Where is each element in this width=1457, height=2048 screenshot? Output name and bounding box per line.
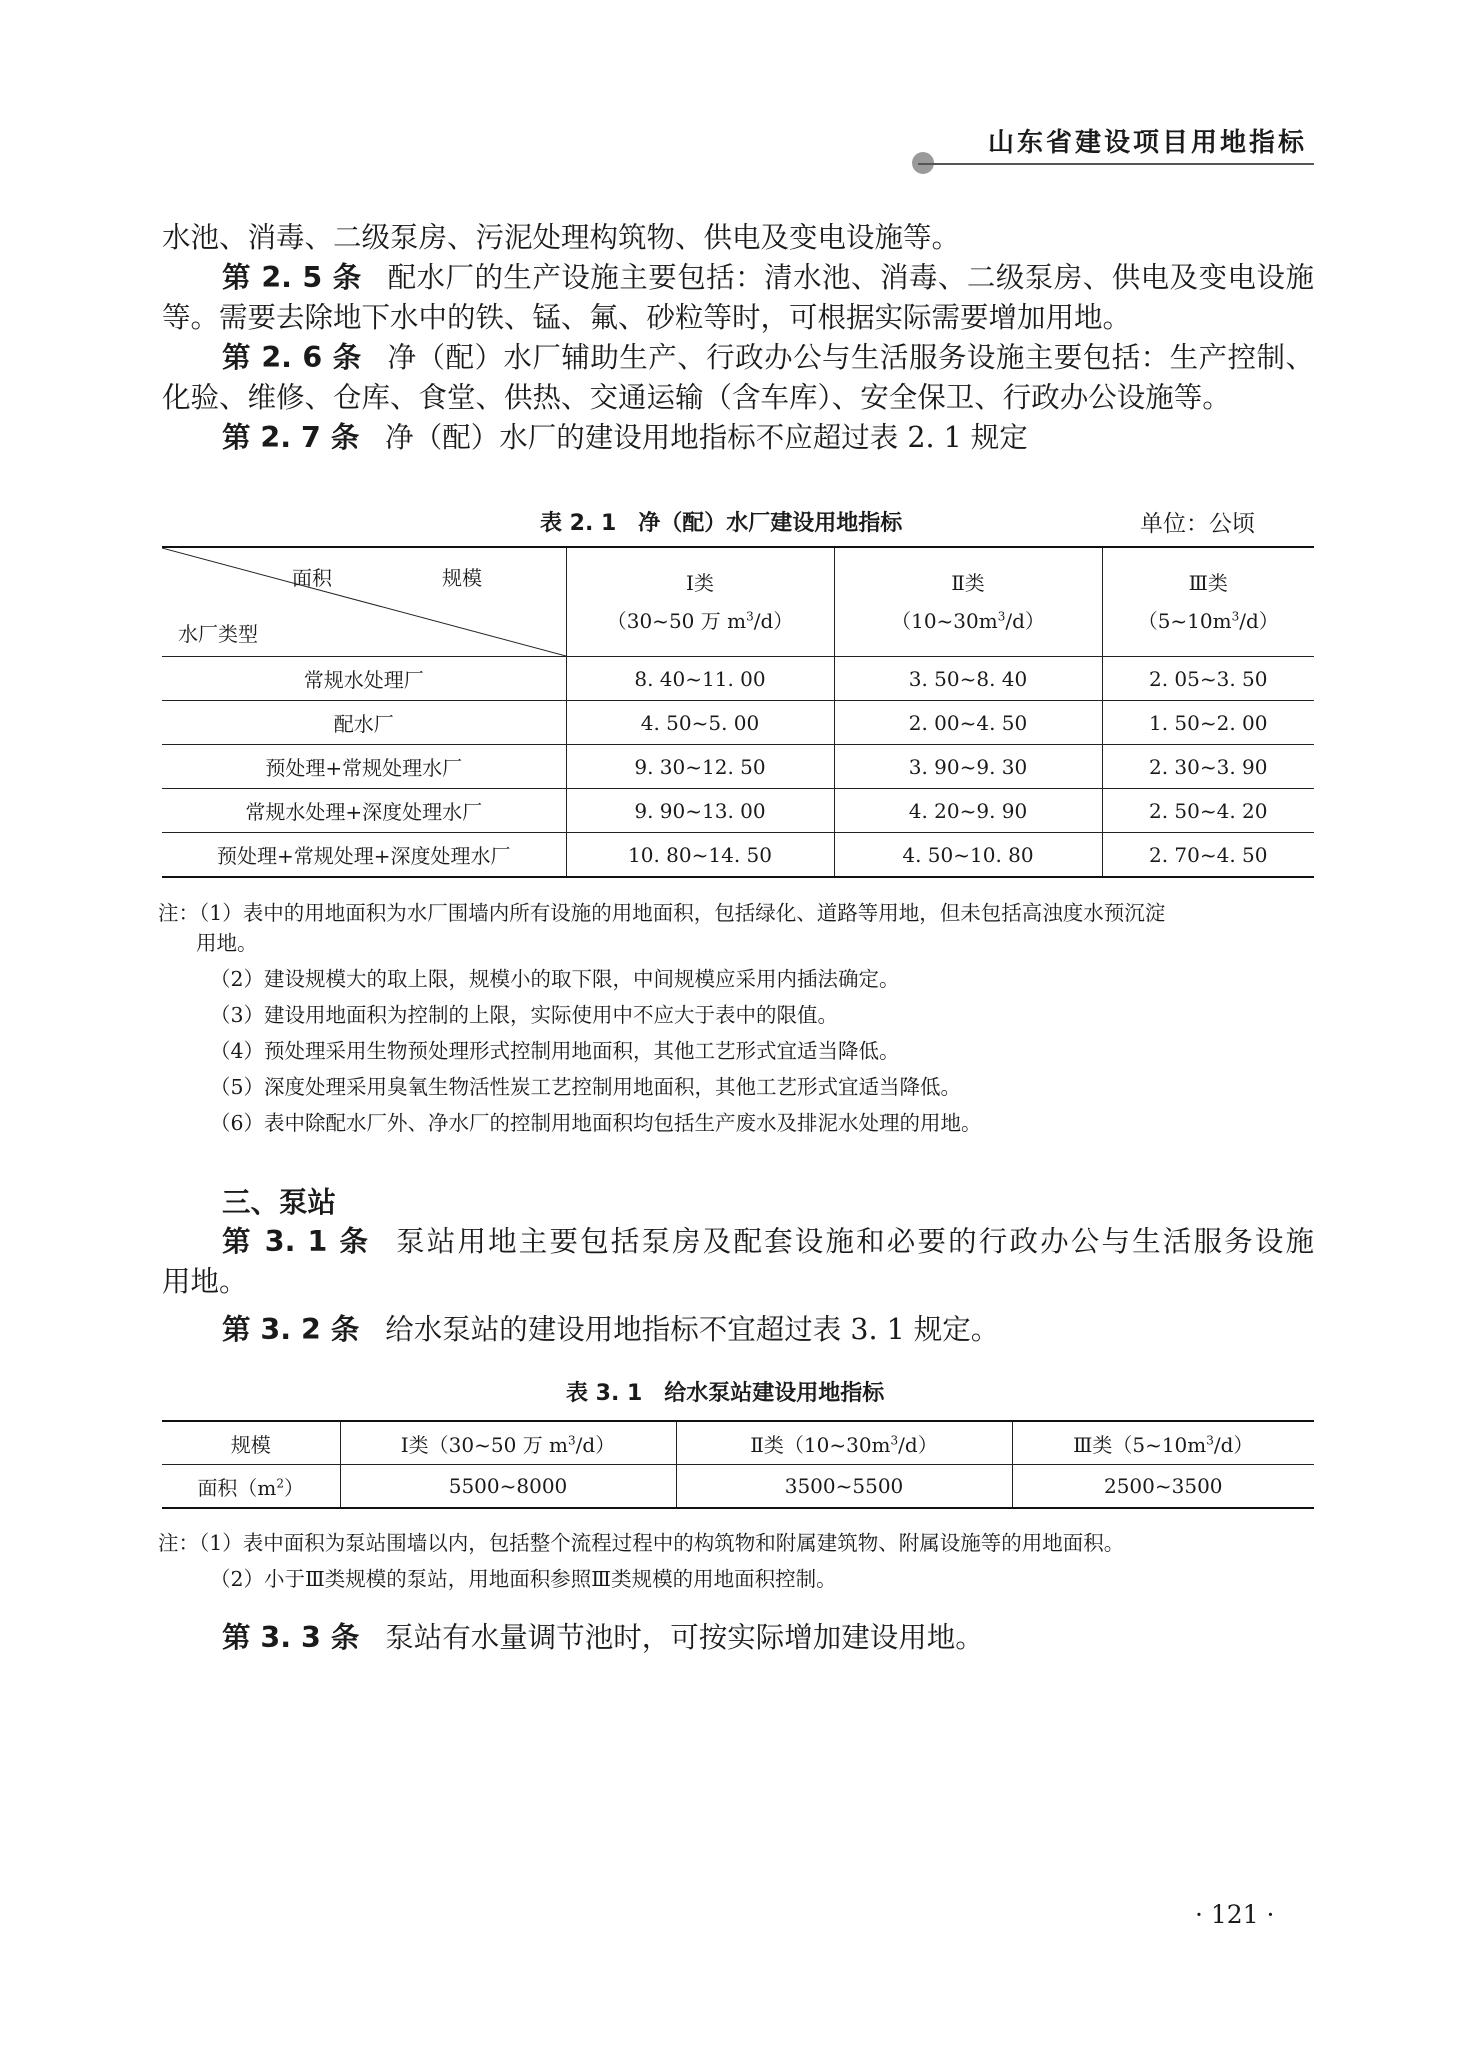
clause-number: 第 2. 6 条 (222, 341, 362, 374)
table-row: 预处理+常规处理水厂 9. 30~12. 50 3. 90~9. 30 2. 30~3. 90 (162, 745, 1314, 789)
table-row: 常规水处理厂 8. 40~11. 00 3. 50~8. 40 2. 05~3. 50 (162, 657, 1314, 701)
paragraph: 第 3. 1 条 泵站用地主要包括泵房及配套设施和必要的行政办公与生活服务设施 (222, 1225, 1314, 1258)
body-text-top (162, 218, 1314, 458)
table-row: 常规水处理+深度处理水厂 9. 90~13. 00 4. 20~9. 90 2. 50~4. 20 (162, 789, 1314, 833)
header-area-label: 面积 (292, 566, 332, 590)
section-heading: 三、泵站 (222, 1186, 337, 1219)
note-item: （2）建设规模大的取上限，规模小的取下限，中间规模应采用内插法确定。 (210, 967, 900, 991)
running-header-title: 山东省建设项目用地指标 (987, 128, 1307, 158)
note-item: （5）深度处理采用臭氧生物活性炭工艺控制用地面积，其他工艺形式宜适当降低。 (210, 1075, 962, 1099)
column-header: Ⅱ类 $(10\sim 30m^3/d)$ (834, 547, 1102, 657)
header-scale-label: 规模 (442, 566, 482, 590)
column-header: Ⅲ类 $(5\sim 10m^3/d)$ (1102, 547, 1314, 657)
table-row: 规模 Ⅰ类（30~50 万 $m^3/d$） Ⅱ类$(10\sim 30m^3/d)$ Ⅲ类$(5\sim 10m^3/d)$ (162, 1421, 1314, 1465)
table-row: 预处理+常规处理+深度处理水厂 10. 80~14. 50 4. 50~10. 80 2. 70~4. 50 (162, 833, 1314, 878)
clause-number: 第 3. 1 条 (222, 1225, 371, 1258)
clause-number: 第 3. 2 条 (222, 1313, 360, 1346)
paragraph: 化验、维修、仓库、食堂、供热、交通运输（含车库）、安全保卫、行政办公设施等。 (162, 381, 1231, 414)
table-notes (158, 1528, 1320, 1600)
paragraph: 用地。 (162, 1265, 248, 1298)
body-text-bottom (162, 1618, 1314, 1658)
paragraph: 第 2. 7 条 净（配）水厂的建设用地指标不应超过表 2. 1 规定 (222, 421, 1028, 454)
note-item: （4）预处理采用生物预处理形式控制用地面积，其他工艺形式宜适当降低。 (210, 1039, 900, 1063)
note-item: （2）小于Ⅲ类规模的泵站，用地面积参照Ⅲ类规模的用地面积控制。 (210, 1567, 837, 1591)
table-pump-station (162, 1420, 1314, 1509)
note-item: （6）表中除配水厂外、净水厂的控制用地面积均包括生产废水及排泥水处理的用地。 (210, 1111, 982, 1135)
table-caption: 表 3. 1 给水泵站建设用地指标 (566, 1381, 885, 1406)
body-text-mid (162, 1222, 1314, 1350)
paragraph: 第 3. 3 条 泵站有水量调节池时，可按实际增加建设用地。 (222, 1621, 984, 1654)
page-number: · 121 · (1195, 1900, 1275, 1929)
note-item: 注：（1）表中面积为泵站围墙以内，包括整个流程过程中的构筑物和附属建筑物、附属设施等的用地面积。 (158, 1531, 1125, 1555)
paragraph: 第 2. 5 条 配水厂的生产设施主要包括：清水池、消毒、二级泵房、供电及变电设施 (222, 261, 1314, 294)
header-type-label: 水厂类型 (178, 622, 258, 646)
paragraph: 第 2. 6 条 净（配）水厂辅助生产、行政办公与生活服务设施主要包括：生产控制、 (222, 341, 1314, 374)
table-notes (158, 898, 1320, 1144)
paragraph: 第 3. 2 条 给水泵站的建设用地指标不宜超过表 3. 1 规定。 (222, 1313, 1000, 1346)
table-row: 面积$(m^2)$ 5500~8000 3500~5500 2500~3500 (162, 1465, 1314, 1509)
clause-number: 第 2. 5 条 (222, 261, 362, 294)
note-item: （3）建设用地面积为控制的上限，实际使用中不应大于表中的限值。 (210, 1003, 839, 1027)
column-header: Ⅰ类 （30~50 万 $m^3/d$） (566, 547, 834, 657)
paragraph: 水池、消毒、二级泵房、污泥处理构筑物、供电及变电设施等。 (162, 221, 961, 254)
clause-number: 第 3. 3 条 (222, 1621, 360, 1654)
header-rule (918, 163, 1314, 165)
note-item: 注：（1）表中的用地面积为水厂围墙内所有设施的用地面积，包括绿化、道路等用地，但未包括高浊度水预沉淀 用地。 (158, 901, 1166, 955)
table-water-plant (162, 546, 1314, 878)
paragraph: 等。需要去除地下水中的铁、锰、氟、砂粒等时，可根据实际需要增加用地。 (162, 301, 1132, 334)
table-caption: 表 2. 1 净（配）水厂建设用地指标 (540, 511, 903, 536)
clause-number: 第 2. 7 条 (222, 421, 360, 454)
table-row: 配水厂 4. 50~5. 00 2. 00~4. 50 1. 50~2. 00 (162, 701, 1314, 745)
diagonal-header-cell (162, 547, 566, 657)
table-unit: 单位：公顷 (1140, 511, 1255, 537)
